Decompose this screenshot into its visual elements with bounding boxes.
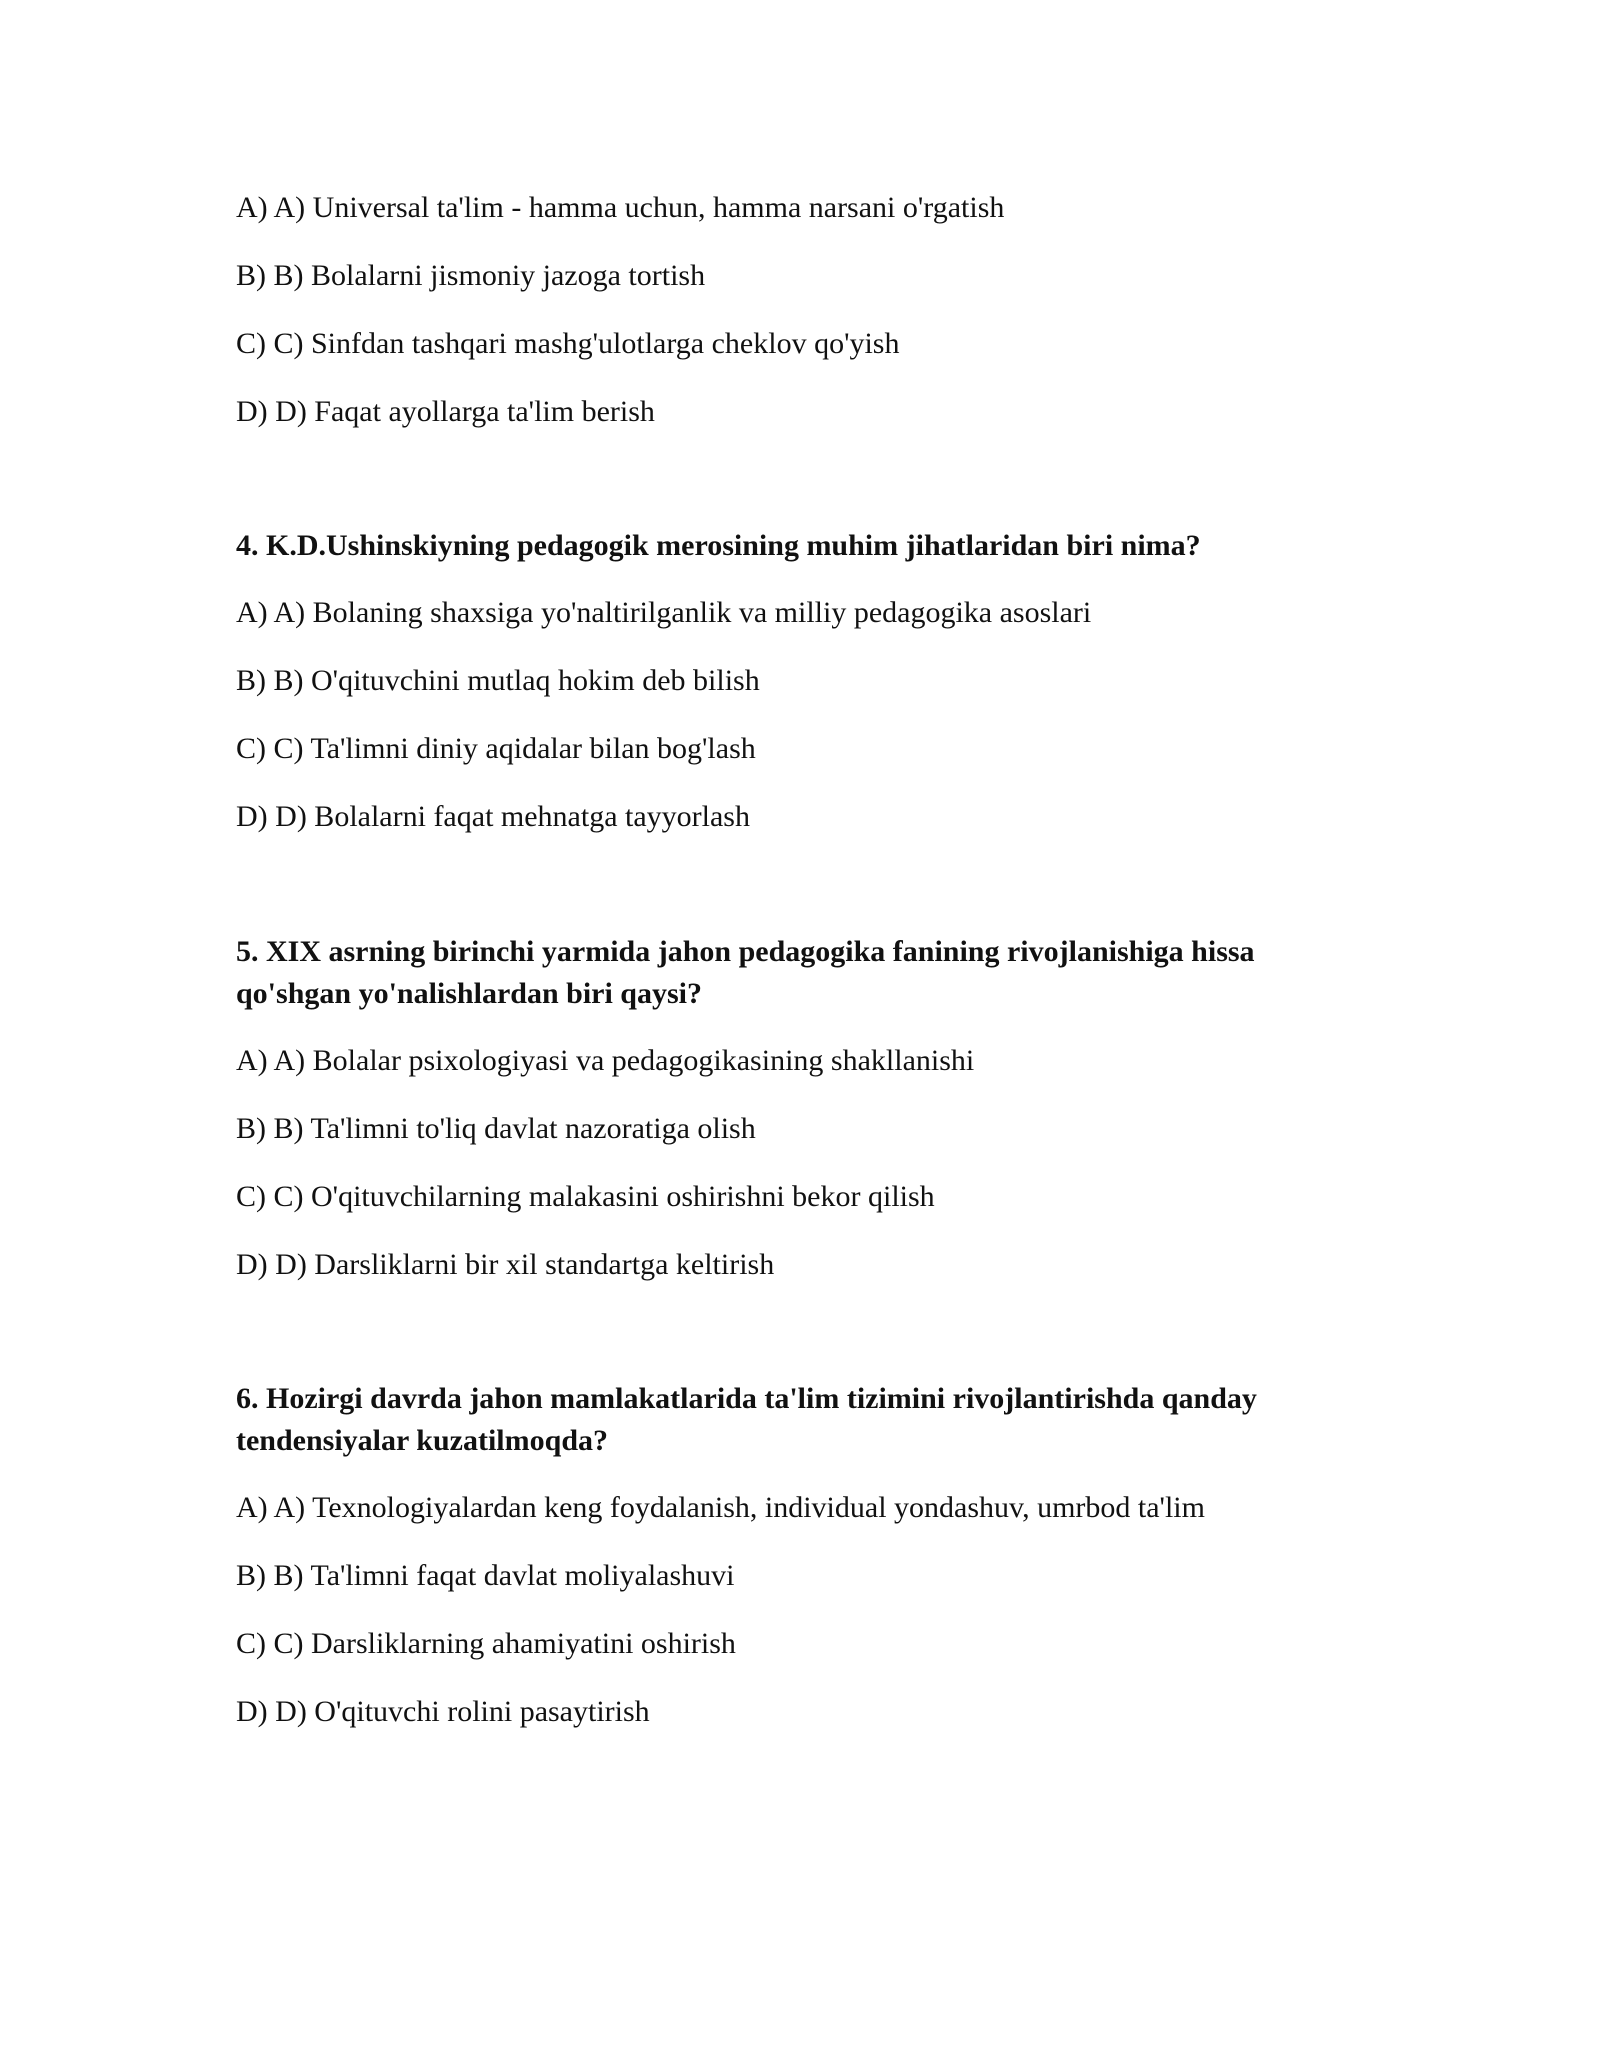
option-a: A) A) Bolaning shaxsiga yo'naltirilganlik va milliy pedagogika asoslari xyxy=(236,596,1092,629)
option-d: D) D) Bolalarni faqat mehnatga tayyorlash xyxy=(236,800,750,833)
option-c: C) C) Darsliklarning ahamiyatini oshirish xyxy=(236,1627,736,1660)
question-text: 6. Hozirgi davrda jahon mamlakatlarida ta'lim tizimini rivojlantirishda qanday tendensiyalar kuzatilmoqda? xyxy=(236,1382,1257,1457)
question-text: 5. XIX asrning birinchi yarmida jahon pedagogika fanining rivojlanishiga hissa qo'shgan yo'nalishlardan biri qaysi? xyxy=(236,935,1255,1010)
option-b: B) B) Ta'limni to'liq davlat nazoratiga olish xyxy=(236,1112,756,1145)
option-c: C) C) Sinfdan tashqari mashg'ulotlarga cheklov qo'yish xyxy=(236,327,900,360)
option-b: B) B) O'qituvchini mutlaq hokim deb bilish xyxy=(236,664,760,697)
option-a: A) A) Universal ta'lim - hamma uchun, hamma narsani o'rgatish xyxy=(236,191,1005,224)
previous-question-options xyxy=(236,188,1366,432)
option-c: C) C) Ta'limni diniy aqidalar bilan bog'lash xyxy=(236,732,756,765)
question-block-6 xyxy=(236,1378,1366,1732)
option-d: D) D) Faqat ayollarga ta'lim berish xyxy=(236,395,655,428)
question-block-4 xyxy=(236,525,1366,837)
option-a: A) A) Bolalar psixologiyasi va pedagogikasining shakllanishi xyxy=(236,1044,975,1077)
question-block-5 xyxy=(236,931,1366,1285)
option-b: B) B) Ta'limni faqat davlat moliyalashuvi xyxy=(236,1559,735,1592)
option-d: D) D) O'qituvchi rolini pasaytirish xyxy=(236,1695,650,1728)
question-text: 4. K.D.Ushinskiyning pedagogik merosining muhim jihatlaridan biri nima? xyxy=(236,529,1201,562)
option-d: D) D) Darsliklarni bir xil standartga keltirish xyxy=(236,1248,775,1281)
option-a: A) A) Texnologiyalardan keng foydalanish, individual yondashuv, umrbod ta'lim xyxy=(236,1491,1205,1524)
option-b: B) B) Bolalarni jismoniy jazoga tortish xyxy=(236,259,706,292)
option-c: C) C) O'qituvchilarning malakasini oshirishni bekor qilish xyxy=(236,1180,935,1213)
